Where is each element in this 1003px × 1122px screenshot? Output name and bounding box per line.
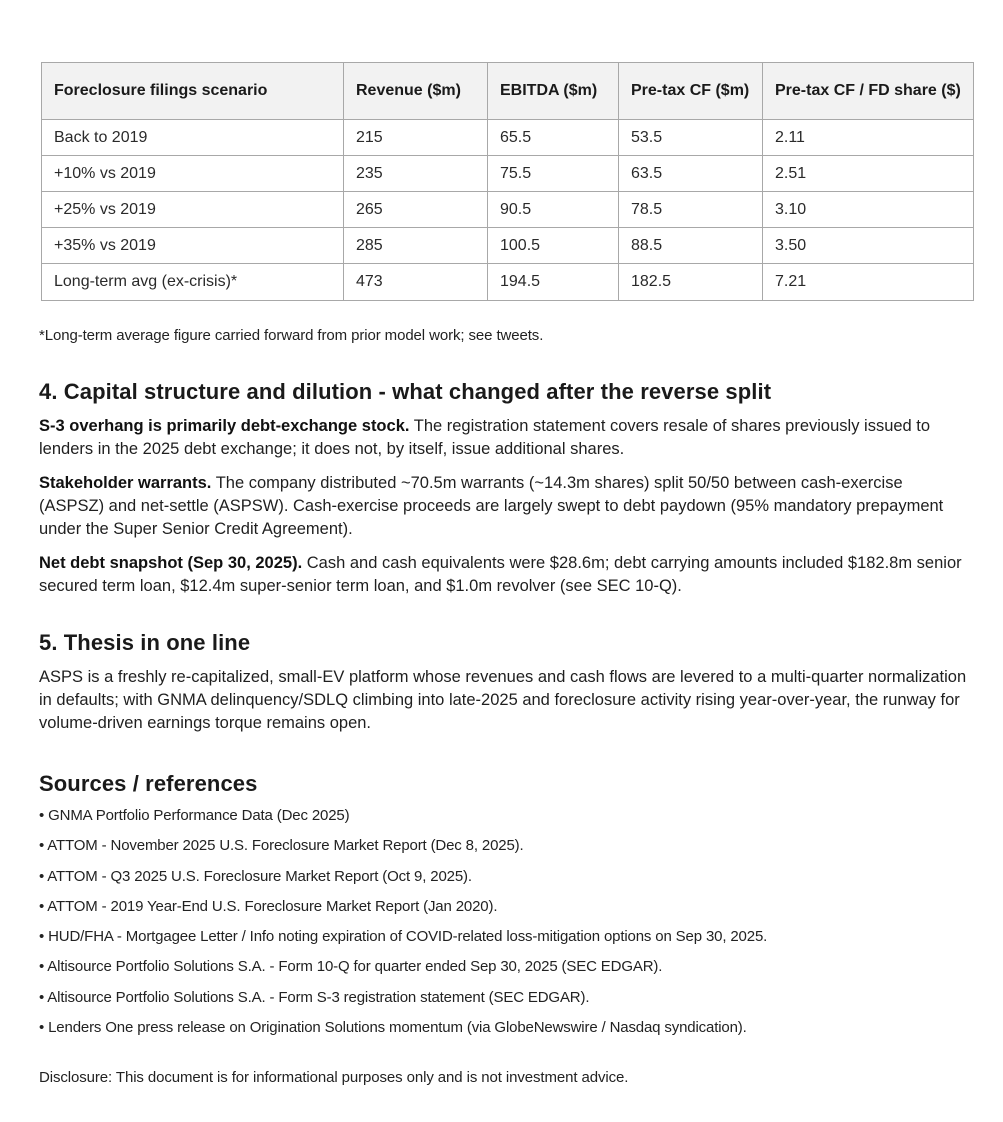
table-cell: 3.10 xyxy=(763,192,974,228)
warrants-lead: Stakeholder warrants. xyxy=(39,474,212,492)
header-ebitda: EBITDA ($m) xyxy=(488,63,619,120)
table-cell: 215 xyxy=(344,120,488,156)
header-pretax-cf-per-share: Pre-tax CF / FD share ($) xyxy=(763,63,974,120)
table-cell: 2.51 xyxy=(763,156,974,192)
table-row xyxy=(42,120,974,156)
sources-heading: Sources / references xyxy=(39,771,258,796)
table-cell: 65.5 xyxy=(488,120,619,156)
warrants-text: The company distributed ~70.5m warrants (~14.3m shares) split 50/50 between cash-exercise (ASPSZ) and net-settle (ASPSW). Cash-exercise proceeds are largely swept to debt paydown (95% mandatory prepayment under the Super Senior Credit Agreement). xyxy=(39,474,944,538)
table-cell: 3.50 xyxy=(763,228,974,264)
list-item: • Altisource Portfolio Solutions S.A. - Form S-3 registration statement (SEC EDGAR). xyxy=(39,988,590,1006)
s3-overhang-lead: S-3 overhang is primarily debt-exchange stock. xyxy=(39,417,410,435)
table-cell: +35% vs 2019 xyxy=(42,228,344,264)
list-item: • HUD/FHA - Mortgagee Letter / Info noting expiration of COVID-related loss-mitigation options on Sep 30, 2025. xyxy=(39,928,768,946)
disclosure-text: Disclosure: This document is for informational purposes only and is not investment advice. xyxy=(39,1069,629,1086)
table-cell: 473 xyxy=(344,264,488,301)
table-cell: 265 xyxy=(344,192,488,228)
section-4-heading: 4. Capital structure and dilution - what changed after the reverse split xyxy=(39,379,772,404)
table-row xyxy=(42,156,974,192)
net-debt-paragraph xyxy=(39,552,969,598)
list-item: • ATTOM - Q3 2025 U.S. Foreclosure Market Report (Oct 9, 2025). xyxy=(39,867,472,885)
table-cell: 285 xyxy=(344,228,488,264)
s3-overhang-paragraph xyxy=(39,415,969,461)
table-cell: 194.5 xyxy=(488,264,619,301)
table-footnote: *Long-term average figure carried forward from prior model work; see tweets. xyxy=(39,327,544,344)
table-row xyxy=(42,192,974,228)
table-header-row xyxy=(42,63,974,120)
section-5-heading: 5. Thesis in one line xyxy=(39,630,251,655)
header-revenue: Revenue ($m) xyxy=(344,63,488,120)
table-cell: 182.5 xyxy=(619,264,763,301)
table-cell: 7.21 xyxy=(763,264,974,301)
table-cell: 53.5 xyxy=(619,120,763,156)
table-row xyxy=(42,228,974,264)
net-debt-lead: Net debt snapshot (Sep 30, 2025). xyxy=(39,554,303,572)
thesis-paragraph: ASPS is a freshly re-capitalized, small-EV platform whose revenues and cash flows are levered to a multi-quarter normalization in defaults; with GNMA delinquency/SDLQ climbing into late-2025 and foreclosure activity rising year-over-year, the runway for volume-driven earnings torque remains open. xyxy=(39,668,967,732)
warrants-paragraph xyxy=(39,472,969,541)
sources-list xyxy=(39,806,767,1048)
table-cell: Back to 2019 xyxy=(42,120,344,156)
table-cell: 235 xyxy=(344,156,488,192)
table-cell: Long-term avg (ex-crisis)* xyxy=(42,264,344,301)
table-cell: 90.5 xyxy=(488,192,619,228)
s3-overhang-text: The registration statement covers resale of shares previously issued to lenders in the 2025 debt exchange; it does not, by itself, issue additional shares. xyxy=(39,417,931,458)
header-scenario: Foreclosure filings scenario xyxy=(42,63,344,120)
net-debt-text: Cash and cash equivalents were $28.6m; debt carrying amounts included $182.8m senior secured term loan, $12.4m super-senior term loan, and $1.0m revolver (see SEC 10-Q). xyxy=(39,554,962,595)
table-cell: 88.5 xyxy=(619,228,763,264)
table-cell: 2.11 xyxy=(763,120,974,156)
table-cell: 75.5 xyxy=(488,156,619,192)
list-item: • ATTOM - 2019 Year-End U.S. Foreclosure Market Report (Jan 2020). xyxy=(39,897,498,915)
table-cell: 100.5 xyxy=(488,228,619,264)
table-cell: 63.5 xyxy=(619,156,763,192)
table-cell: 78.5 xyxy=(619,192,763,228)
list-item: • Lenders One press release on Origination Solutions momentum (via GlobeNewswire / Nasdaq syndication). xyxy=(39,1019,747,1037)
list-item: • Altisource Portfolio Solutions S.A. - Form 10-Q for quarter ended Sep 30, 2025 (SEC EDGAR). xyxy=(39,958,663,976)
list-item: • GNMA Portfolio Performance Data (Dec 2025) xyxy=(39,807,350,824)
header-pretax-cf: Pre-tax CF ($m) xyxy=(619,63,763,120)
table-cell: +25% vs 2019 xyxy=(42,192,344,228)
table-cell: +10% vs 2019 xyxy=(42,156,344,192)
list-item: • ATTOM - November 2025 U.S. Foreclosure Market Report (Dec 8, 2025). xyxy=(39,837,524,855)
scenario-table xyxy=(41,62,974,301)
table-row xyxy=(42,264,974,301)
